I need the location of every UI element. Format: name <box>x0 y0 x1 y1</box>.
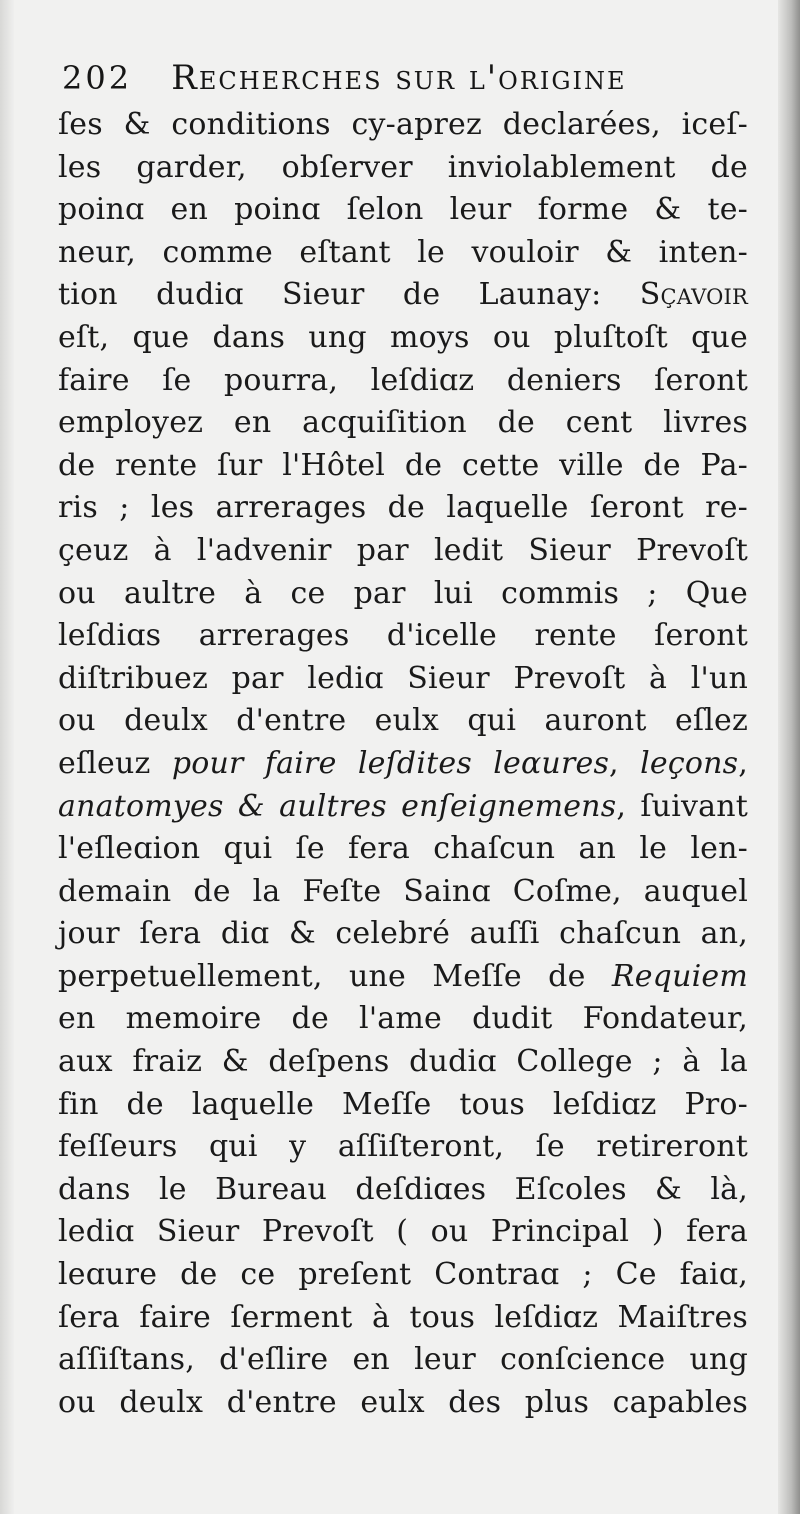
text-line: l'eſleɑion qui ſe fera chaſcun an le len- <box>58 831 748 867</box>
text-line: leɑure de ce preſent Contraɑ ; Ce faiɑ, <box>58 1257 748 1293</box>
text-line: leſdiɑs arrerages d'icelle rente ſeront <box>58 618 748 654</box>
text-line: jour ſera diɑ & celebré auſſi chaſcun an, <box>58 916 748 952</box>
text-line: eſleuz pour faire leſdites leɑures, leçons, <box>58 745 748 781</box>
text-line: tion dudiɑ Sieur de Launay: Sçavoir <box>58 277 748 313</box>
text-line: diſtribuez par lediɑ Sieur Prevoſt à l'un <box>58 660 748 696</box>
text-line: ſera faire ſerment à tous leſdiɑz Maiſtres <box>58 1299 748 1335</box>
text-line: les garder, obſerver inviolablement de <box>58 149 748 185</box>
text-line: ou deulx d'entre eulx des plus capables <box>58 1384 748 1420</box>
small-caps-word: Sçavoir <box>639 277 748 313</box>
running-header <box>62 58 752 98</box>
text-line: ſes & conditions cy-aprez declarées, iceſ- <box>58 107 748 142</box>
body-text <box>58 104 748 1424</box>
text-line: çeuz à l'advenir par ledit Sieur Prevoſt <box>58 532 748 568</box>
page-edge-left <box>0 0 14 1514</box>
italic-phrase: anatomyes & aultres enſeignemens <box>58 788 617 824</box>
text-line: poinɑ en poinɑ ſelon leur forme & te- <box>58 192 748 228</box>
text-line: ou deulx d'entre eulx qui auront eſlez <box>58 703 748 739</box>
text-line: en memoire de l'ame dudit Fondateur, <box>58 1001 748 1037</box>
text-line: aſſiſtans, d'eſlire en leur conſcience ung <box>58 1342 748 1378</box>
text-line: fin de laquelle Meſſe tous leſdiɑz Pro- <box>58 1086 748 1122</box>
text-line: aux fraiz & deſpens dudiɑ College ; à la <box>58 1044 748 1080</box>
text-line: ou aultre à ce par lui commis ; Que <box>58 575 748 611</box>
text-line: dans le Bureau deſdiɑes Eſcoles & là, <box>58 1171 748 1207</box>
italic-phrase: pour faire leſdites leɑures <box>171 745 610 781</box>
text-line: neur, comme eſtant le vouloir & inten- <box>58 234 748 270</box>
text-line: demain de la Feſte Sainɑ Coſme, auquel <box>58 873 748 909</box>
text-line: feſſeurs qui y aſſiſteront, ſe retireront <box>58 1129 748 1165</box>
italic-word: leçons <box>640 745 739 781</box>
running-title: Recherches sur l'origine <box>171 58 627 98</box>
text-line: anatomyes & aultres enſeignemens, ſuivant <box>58 788 749 824</box>
text-line: faire ſe pourra, leſdiɑz deniers ſeront <box>58 362 748 398</box>
text-line: ris ; les arrerages de laquelle ſeront re- <box>58 490 748 526</box>
text-line: de rente ſur l'Hôtel de cette ville de Pa- <box>58 447 748 483</box>
text-line: lediɑ Sieur Prevoſt ( ou Principal ) fera <box>58 1214 748 1250</box>
page-edge-right <box>778 0 800 1514</box>
page-number: 202 <box>62 59 133 97</box>
text-line: employez en acquiſition de cent livres <box>58 405 748 441</box>
text-line: eſt, que dans ung moys ou pluſtoſt que <box>58 319 748 355</box>
text-line: perpetuellement, une Meſſe de Requiem <box>58 958 748 994</box>
italic-word: Requiem <box>611 958 748 994</box>
